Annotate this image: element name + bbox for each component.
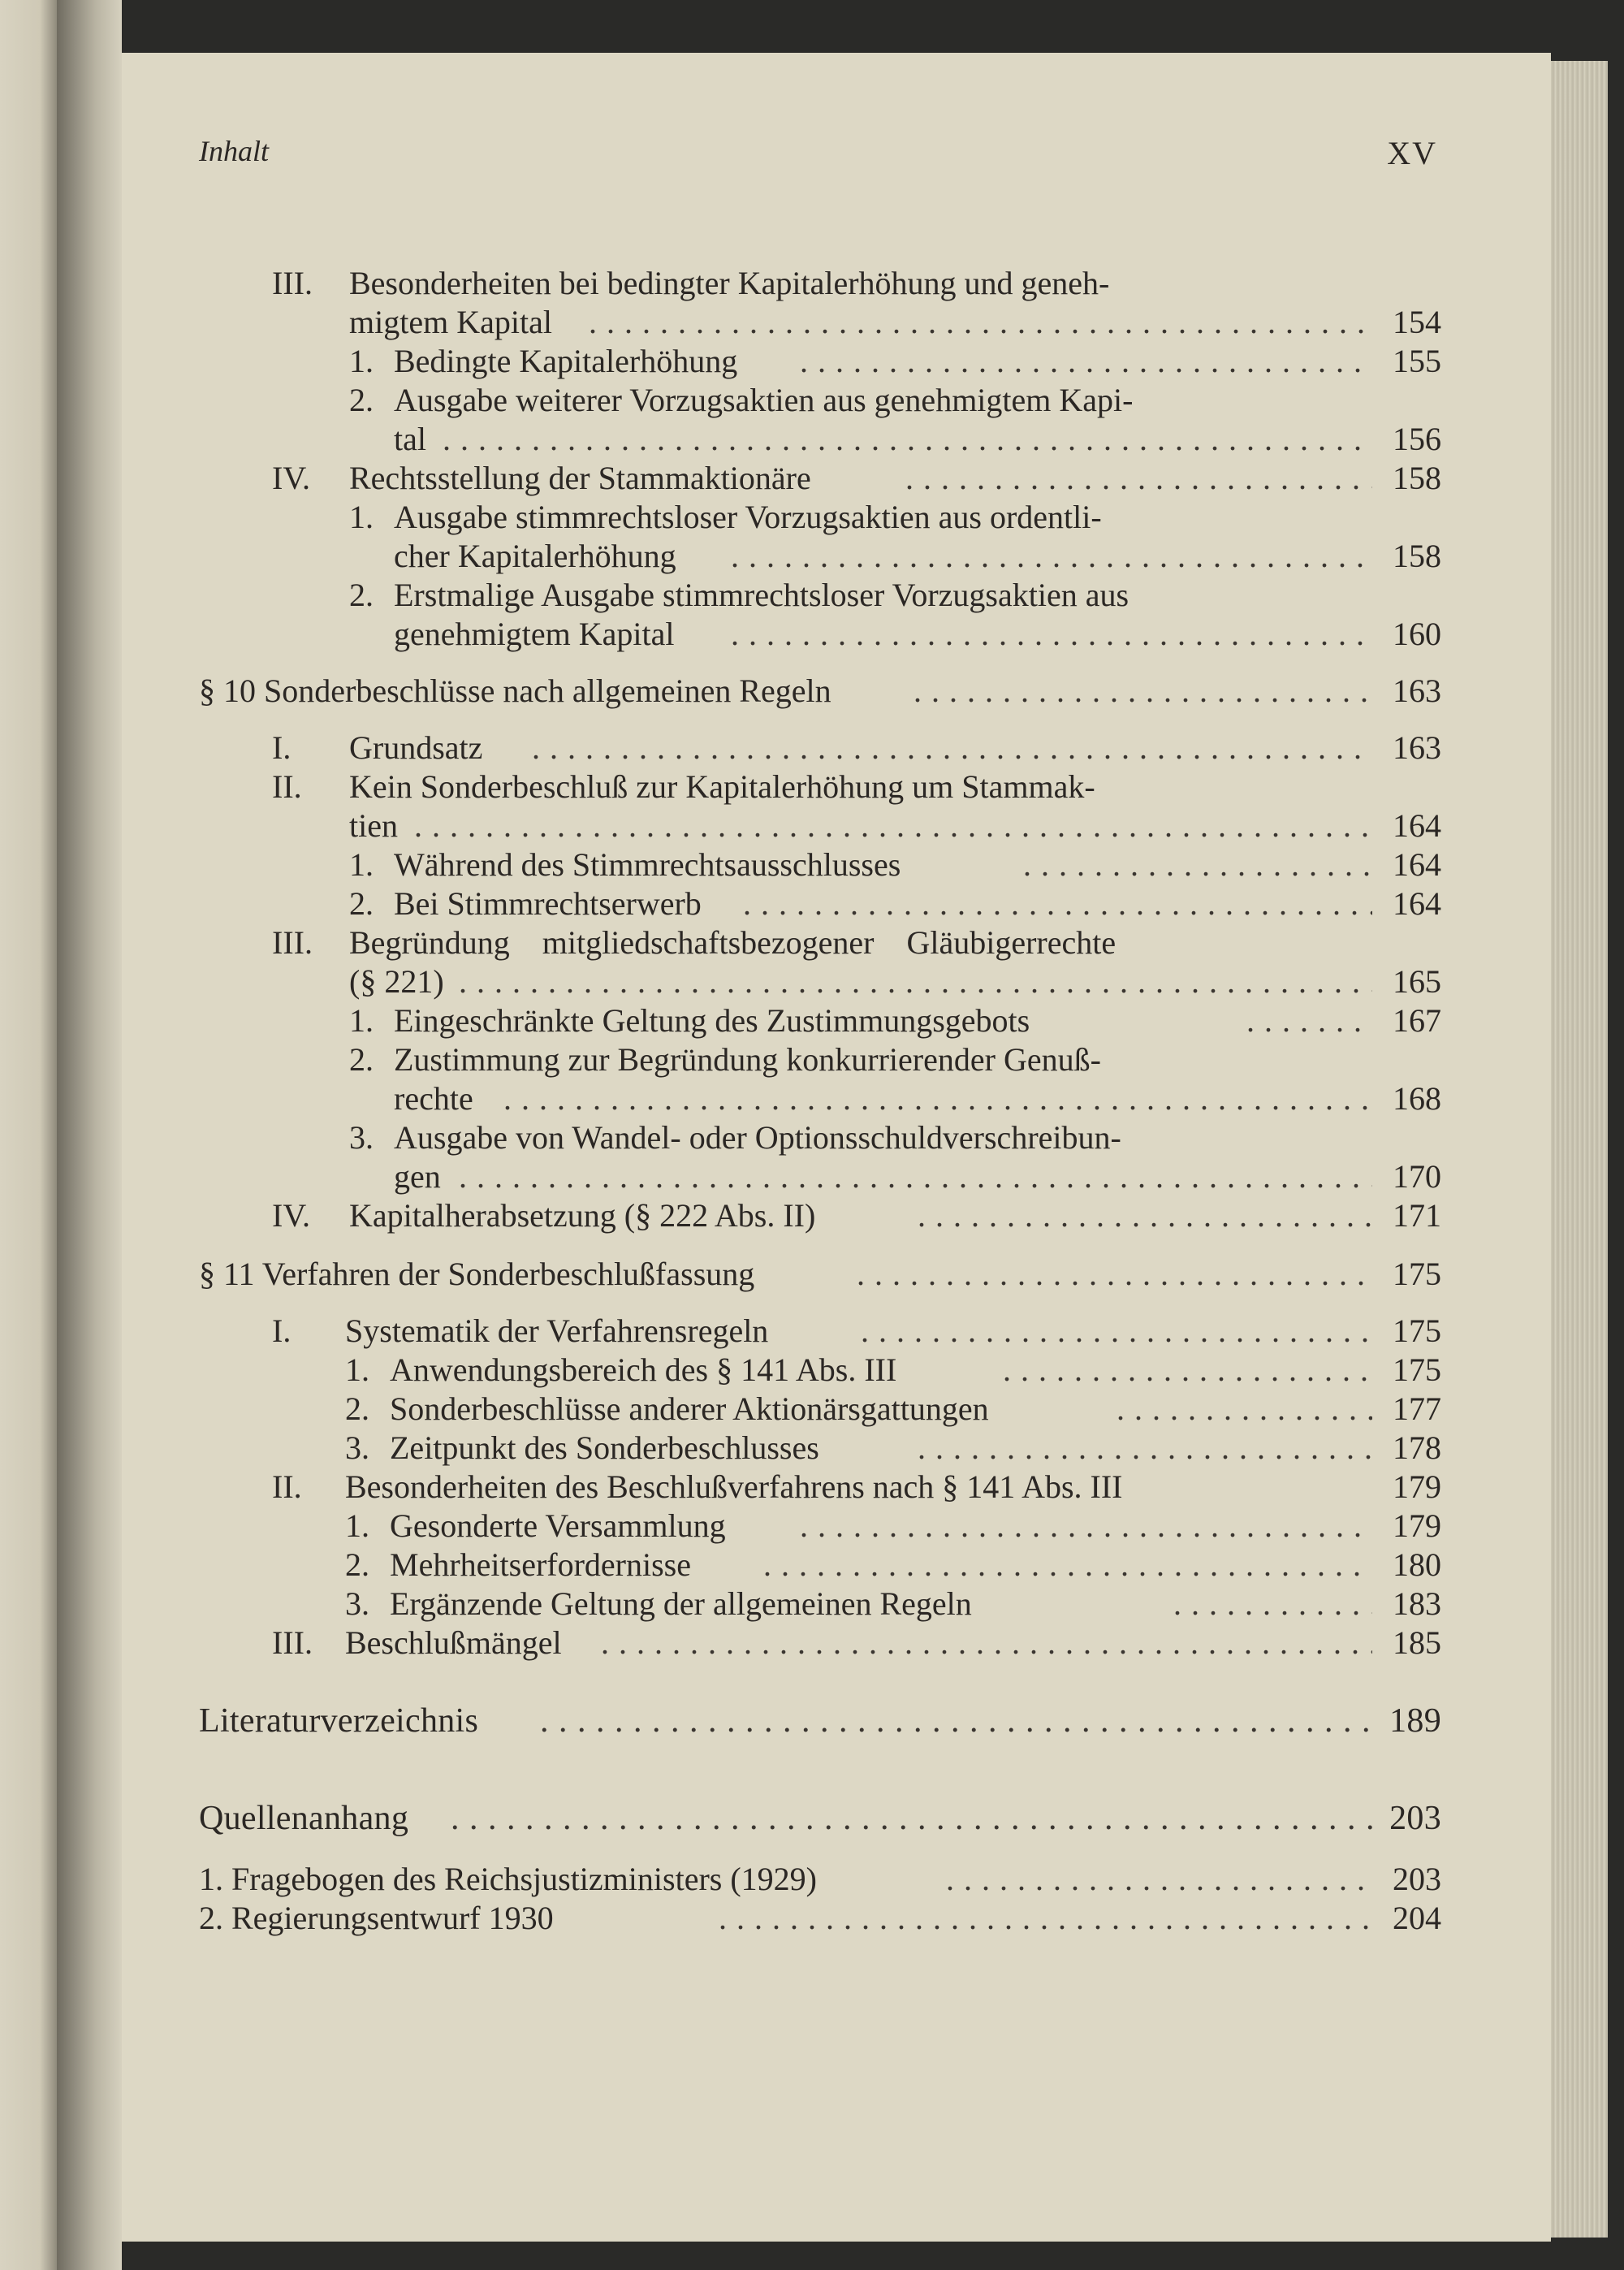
toc-entry-page: 189 [1389,1702,1441,1740]
dot-leader [1173,1585,1372,1624]
toc-entry-title: (§ 221) [349,963,444,1000]
dot-leader [719,1899,1372,1938]
toc-entry-page: 164 [1393,846,1441,883]
toc-entry-title: Beschlußmängel [345,1624,562,1661]
dot-leader [589,303,1372,342]
toc-entry-title: Regierungsentwurf 1930 [231,1900,554,1936]
toc-entry-page: 177 [1393,1390,1441,1427]
toc-entry-title: Zustimmung zur Begründung konkurrierender Genuß- [394,1041,1101,1078]
toc-entry-number: II. [272,768,302,805]
toc-entry-page: 167 [1393,1002,1441,1039]
toc-entry-title: Bei Stimmrechtserwerb [394,885,702,922]
toc-entry-title: genehmigtem Kapital [394,616,675,652]
toc-entry-title: Grundsatz [349,729,483,766]
dot-leader [918,1196,1372,1235]
toc-entry-number: 1. [345,1507,369,1544]
dot-leader [1023,845,1372,884]
toc-entry-page: 204 [1393,1900,1441,1936]
toc-entry-number: 2. [345,1546,369,1583]
toc-entry-page: 203 [1389,1800,1441,1837]
toc-entry-title: Kapitalherabsetzung (§ 222 Abs. II) [349,1197,816,1234]
toc-entry-page: 164 [1393,885,1441,922]
toc-entry-number: III. [272,265,313,301]
toc-entry-number: 3. [345,1585,369,1622]
toc-entry-title: tien [349,807,398,844]
toc-entry-number: 2. [349,1041,374,1078]
dot-leader [1246,1001,1372,1040]
toc-entry-page: 179 [1393,1468,1441,1505]
toc-entry-page: 171 [1393,1197,1441,1234]
toc-entry-title: Bedingte Kapitalerhöhung [394,343,738,379]
toc-entry-number: II. [272,1468,302,1505]
toc-entry-page: 163 [1393,729,1441,766]
dot-leader [1003,1351,1372,1390]
page-content [122,0,1551,2270]
toc-entry-title: migtem Kapital [349,304,552,340]
dot-leader [731,615,1372,654]
toc-chapter-title: Quellenanhang [199,1800,409,1837]
dot-leader [743,884,1372,923]
dot-leader [918,1429,1372,1468]
toc-entry-title: Ausgabe von Wandel- oder Optionsschuldverschreibun- [394,1119,1121,1156]
toc-entry-page: 170 [1393,1158,1441,1195]
toc-entry-number: 3. [349,1119,374,1156]
toc-entry-page: 158 [1393,460,1441,496]
header-page-number: XV [1387,135,1437,171]
page-stack-edge [1551,61,1608,2238]
toc-entry-number: 1. [199,1861,223,1897]
dot-leader [503,1079,1372,1118]
toc-entry-title: Anwendungsbereich des § 141 Abs. III [390,1351,897,1388]
dot-leader [731,537,1372,576]
toc-entry-number: 1. [349,499,374,535]
toc-entry-title: Zeitpunkt des Sonderbeschlusses [390,1429,819,1466]
dot-leader [763,1546,1372,1585]
toc-entry-page: 164 [1393,807,1441,844]
toc-entry-number: 1. [345,1351,369,1388]
toc-entry-number: IV. [272,460,311,496]
dot-leader [459,1157,1372,1196]
table-of-contents [199,0,1441,2270]
toc-entry-page: 179 [1393,1507,1441,1544]
toc-entry-title: Begründung mitgliedschaftsbezogener Gläubigerrechte [349,924,1116,961]
toc-entry-page: 178 [1393,1429,1441,1466]
toc-entry-title: Erstmalige Ausgabe stimmrechtsloser Vorzugsaktien aus [394,577,1129,613]
dot-leader [451,1799,1372,1838]
toc-entry-title: Ausgabe stimmrechtsloser Vorzugsaktien aus ordentli- [394,499,1102,535]
header-section-title: Inhalt [199,135,269,167]
dot-leader [443,420,1372,459]
toc-entry-title: Rechtsstellung der Stammaktionäre [349,460,811,496]
toc-entry-number: 1. [349,846,374,883]
toc-entry-number: 2. [349,885,374,922]
toc-entry-title: Während des Stimmrechtsausschlusses [394,846,901,883]
toc-entry-number: I. [272,729,292,766]
toc-entry-page: 165 [1393,963,1441,1000]
dot-leader [459,962,1372,1001]
toc-entry-number: 2. [199,1900,223,1936]
toc-entry-page: 175 [1393,1312,1441,1349]
toc-entry-number: 2. [349,382,374,418]
toc-entry-title: gen [394,1158,441,1195]
dot-leader [414,806,1372,845]
toc-entry-title: Fragebogen des Reichsjustizministers (1929) [231,1861,817,1897]
toc-entry-page: 180 [1393,1546,1441,1583]
toc-entry-title: Systematik der Verfahrensregeln [345,1312,769,1349]
toc-entry-page: 183 [1393,1585,1441,1622]
toc-entry-title: rechte [394,1080,473,1117]
toc-entry-number: III. [272,924,313,961]
toc-entry-page: 203 [1393,1861,1441,1897]
toc-entry-number: III. [272,1624,313,1661]
dot-leader [800,1507,1372,1546]
dot-leader [800,342,1372,381]
left-page-edge [0,0,57,2270]
toc-entry-number: IV. [272,1197,311,1234]
toc-entry-page: 185 [1393,1624,1441,1661]
toc-entry-number: 2. [349,577,374,613]
toc-entry-number: I. [272,1312,292,1349]
toc-entry-title: Kein Sonderbeschluß zur Kapitalerhöhung um Stammak- [349,768,1095,805]
dot-leader [946,1860,1372,1899]
toc-entry-page: 175 [1393,1256,1441,1292]
toc-entry-title: tal [394,421,426,457]
toc-entry-page: 168 [1393,1080,1441,1117]
dot-leader [601,1624,1372,1663]
toc-entry-number: 1. [349,1002,374,1039]
toc-entry-page: 156 [1393,421,1441,457]
toc-entry-title: Ausgabe weiterer Vorzugsaktien aus genehmigtem Kapi- [394,382,1134,418]
toc-entry-number: 2. [345,1390,369,1427]
dot-leader [532,729,1372,767]
toc-entry-page: 175 [1393,1351,1441,1388]
toc-entry-title: Besonderheiten bei bedingter Kapitalerhöhung und geneh- [349,265,1110,301]
toc-entry-number: 1. [349,343,374,379]
toc-entry-title: cher Kapitalerhöhung [394,538,676,574]
toc-entry-title: Ergänzende Geltung der allgemeinen Regeln [390,1585,972,1622]
toc-entry-page: 160 [1393,616,1441,652]
toc-entry-title: Besonderheiten des Beschlußverfahrens nach § 141 Abs. III [345,1468,1123,1505]
toc-entry-title: Sonderbeschlüsse anderer Aktionärsgattungen [390,1390,989,1427]
dot-leader [540,1701,1372,1740]
dot-leader [905,459,1372,498]
dot-leader [857,1255,1372,1294]
toc-entry-page: 154 [1393,304,1441,340]
dot-leader [914,672,1372,711]
toc-entry-page: 163 [1393,672,1441,709]
toc-chapter-title: § 11 Verfahren der Sonderbeschlußfassung [199,1256,755,1292]
toc-entry-page: 155 [1393,343,1441,379]
toc-entry-title: Mehrheitserfordernisse [390,1546,691,1583]
toc-chapter-title: Literaturverzeichnis [199,1702,479,1740]
dot-leader [1116,1390,1372,1429]
toc-chapter-title: § 10 Sonderbeschlüsse nach allgemeinen Regeln [199,672,831,709]
toc-entry-number: 3. [345,1429,369,1466]
toc-entry-title: Eingeschränkte Geltung des Zustimmungsgebots [394,1002,1030,1039]
book-spine [57,0,122,2270]
toc-entry-page: 158 [1393,538,1441,574]
dot-leader [861,1312,1372,1351]
toc-entry-title: Gesonderte Versammlung [390,1507,726,1544]
